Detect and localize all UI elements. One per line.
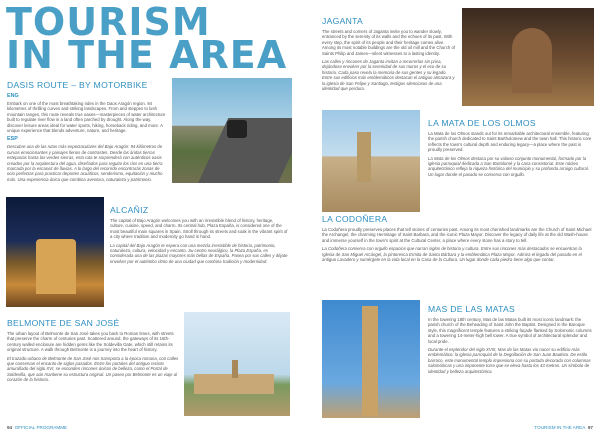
alcaniz-section	[110, 205, 288, 264]
mill-arch-shape	[512, 28, 552, 93]
alcaniz-esp-text: La capital del Bajo Aragón te espera con una mezcla irresistible de historia, patrimonio, naturaleza, cultura, velocidad y encanto. Su centro neurálgico, la Plaza España, es considerada una de las plazas mayores más bellas de España. Pasea por sus calles y déjate envolver por el auténtico ritmo de una ciudad que combina tradición y modernidad.	[110, 242, 288, 264]
page-title-line-2: IN THE AREA	[6, 33, 288, 77]
belmonte-section	[7, 318, 179, 383]
codonera-heading: LA CODOÑERA	[322, 214, 388, 224]
footer-left	[7, 425, 67, 430]
bell-tower-shape	[232, 360, 238, 378]
footer-left-label: OFFICIAL PROGRAMME	[14, 425, 68, 430]
alcaniz-night-photo	[6, 197, 104, 307]
jaganta-esp-text: Las calles y rincones de Jaganta invitan a recorrerlas sin prisa, dejándose envolver por la serenidad de sus muros y el eco de su historia. Cada paso revela la memoria de sus gentes y su legado. Entre sus edificios más emblemáticos destacan el antiguo almazara y la iglesia de San Felipe y Santiago, testigos silenciosos de una identidad que perdura.	[322, 59, 455, 92]
belmonte-heading: BELMONTE DE SAN JOSÉ	[7, 318, 120, 328]
mas-matas-section	[428, 304, 593, 374]
jaganta-section	[322, 16, 457, 91]
mas-matas-heading: MAS DE LAS MATAS	[428, 304, 516, 314]
jaganta-heading: JAGANTA	[322, 16, 364, 26]
mas-matas-tower-photo	[322, 300, 420, 418]
footer-right-page-number: 97	[587, 425, 593, 430]
tall-bell-tower-shape	[362, 306, 378, 416]
mata-olmos-heading: LA MATA DE LOS OLMOS	[428, 118, 536, 128]
belmonte-eng-text: The urban layout of Belmonte de San José takes you back to Roman times, with streets that preserve the charm of centuries past. Scattered around, the gateways of its 16th-century walled enclosure are hidden gems like the Soldevilla Gate, which still retains its original structure. A walk through Belmonte is a journey into the heart of history.	[7, 331, 174, 353]
mas-matas-eng-text: In the towering 18th century, Mas de las Matas built its most iconic landmark: the parish church of the Beheading of Saint John the Baptist. Designed in the Baroque style, this magnificent temple features a striking façade flanked by Solomonic columns and a towering 14-meter-high bell tower. A true symbol of architectural splendor and local pride.	[428, 317, 592, 344]
belmonte-esp-text: El trazado urbano de Belmonte de San José nos transporta a la época romana, con calles que conservan el encanto de siglos pasados. Entre los portales del antiguo recinto amurallado del siglo XVI, se esconden rincones únicos de belleza, como el Portal de Soldevilla, que aún mantiene su estructura original. Un paseo por Belmonte es un viaje al corazón de la historia.	[7, 355, 179, 383]
mata-olmos-esp-text: La Mata de los Olmos destaca por su valioso conjunto monumental, formado por la iglesia parroquial dedicada a San Bartolomé y la casa consistorial. Este núcleo arquitectónico refleja la riqueza histórica del municipio y su profunda arraigo cultural. Un lugar donde el pasado se conserva con orgullo.	[428, 155, 589, 177]
belmonte-village-photo	[184, 312, 290, 416]
dasis-heading: DASIS ROUTE – BY MOTORBIKE	[7, 80, 148, 90]
jaganta-eng-text: The streets and corners of Jaganta invite you to wander slowly, entranced by the serenity of its walls and the echoes of its past. With every step, the spirit of its people and their heritage comes alive. Among its most notable buildings are the old oil mill and the Church of Saints Philip and James—silent witnesses to a lasting identity.	[322, 29, 456, 56]
castle-shape	[36, 239, 76, 294]
codonera-eng-text: La Codoñera proudly preserves places that tell stories of centuries past. Among its most cherished landmarks are the Church of Saint Michael the Archangel, the charming Hermitage of Saint Barbara, and the iconic Plaza Mayor. Discover the legacy of daily life at the old Wash-house and immerse yourself in the town's spirit at the Cultural Center, a place where every stone has a story to tell.	[322, 227, 592, 243]
dasis-eng-text: Embark on one of the most breathtaking rides in the Daos Aragón region. 94 kilometres of thrilling curves and striking landscapes. From arid steppes to lush mountain ranges, this route reveals true oases—masterpieces of water architecture built to regulate river flow in a land often parched by drought. Along the way, discover leisure areas ideal for water sports, hiking, horseback riding, and more. A unique experience that blends adventure, nature, and heritage.	[7, 101, 166, 134]
footer-right	[534, 425, 593, 430]
alcaniz-heading: ALCAÑIZ	[110, 205, 149, 215]
mata-olmos-eng-text: La Mata de los Olmos stands out for its remarkable architectural ensemble, featuring the parish church dedicated to Saint Bartholomew and the town hall. This historic core reflects the town's cultural depth and enduring legacy—a place where the past is proudly preserved.	[428, 131, 592, 153]
mata-olmos-photo	[322, 110, 420, 212]
church-tower-shape	[357, 132, 371, 182]
page-title-line-1: TOURISM	[6, 0, 211, 44]
dasis-section	[7, 80, 167, 182]
mata-olmos-section	[428, 118, 593, 177]
eng-label: ENG	[7, 93, 19, 99]
dasis-esp-text: Descubre una de las rutas más espectaculares del Bajo Aragón: 94 kilómetros de curvas emocionantes y paisajes llenos de contrastes. Desde las áridas tierras esteparias hasta las verdes sierras, esta ruta te sorprenderá con auténticos oasis creados por la arquitectura del agua, diseñados para regular los ríos en una tierra marcada por la escasez de lluvias. A lo largo del recorrido encontrarás zonas de ocio perfectas para practicar deportes acuáticos, senderismo, equitación y mucho más. Una experiencia única que combina aventura, naturaleza y patrimonio.	[7, 144, 163, 182]
codonera-section	[322, 214, 592, 262]
motorcyclist-shape	[227, 120, 247, 138]
footer-left-page-number: 94	[7, 425, 13, 430]
mas-matas-esp-text: Durante el esplendor del siglo XVIII, Mas de las Matas vio nacer su edificio más emblemático: la iglesia parroquial de la Degollación de San Juan Bautista. De estilo barroco, este monumental templo impresiona con su portada decorada con columnas salomónicas y una imponente torre que se eleva hasta los 43 metros. Un símbolo de identidad y belleza arquitectónica.	[428, 347, 591, 374]
esp-label: ESP	[7, 136, 18, 143]
codonera-esp-text: La Codoñera conserva con orgullo espacios que narran siglos de historia y cultura. Entre sus rincones más destacados se encuentran la Iglesia de San Miguel Arcángel, la pintoresca Ermita de Santa Bárbara y la emblemática Plaza Mayor. Admira el legado del pasado en el antiguo Lavadero y sumérgete en la vida local en la Casa de la Cultura. Un lugar donde cada piedra tiene algo que contar.	[322, 246, 582, 263]
alcaniz-eng-text: The capital of Bajo Aragón welcomes you with an irresistible blend of history, heritage, culture, cuisine, speed, and charm. Its central hub, Plaza España, is considered one of the most beautiful main squares in Spain. Stroll through its streets and soak in the vibrant spirit of a city where tradition and modernity go hand in hand.	[110, 218, 288, 240]
oil-mill-interior-photo	[462, 8, 594, 106]
footer-right-label: TOURISM IN THE AREA	[534, 425, 586, 430]
motorbike-road-photo	[172, 78, 292, 183]
